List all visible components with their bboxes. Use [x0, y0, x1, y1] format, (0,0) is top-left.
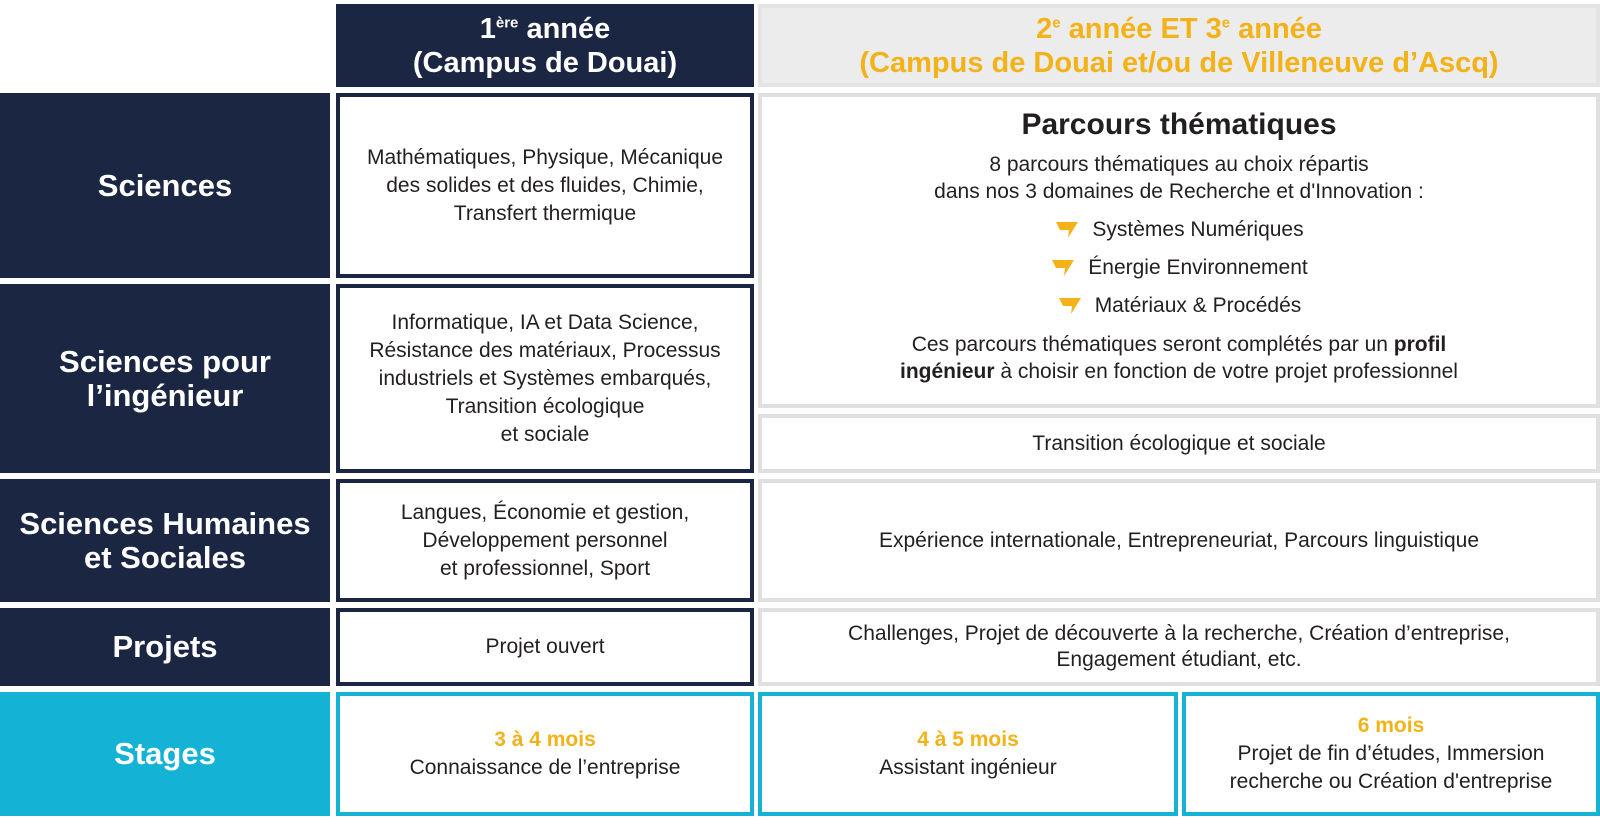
- parcours-intro-line: 8 parcours thématiques au choix répartis: [989, 153, 1369, 176]
- row-label-stages: [0, 692, 330, 816]
- header-year23-campus: (Campus de Douai et/ou de Villeneuve d’Ascq): [859, 46, 1499, 79]
- text-line: Mathématiques, Physique, Mécanique: [366, 145, 724, 169]
- lightning-bolt-icon: [1057, 296, 1083, 316]
- header-year1: [336, 4, 754, 87]
- row-label-text: Projets: [112, 629, 218, 664]
- cell-projets-year23: [758, 608, 1600, 686]
- stage-duration: 3 à 4 mois: [494, 728, 596, 751]
- header-year23-title: 2e année ET 3e année: [1036, 12, 1322, 45]
- text-line: et sociale: [500, 422, 590, 446]
- text-line: des solides et des fluides, Chimie,: [386, 173, 704, 197]
- parcours-title: Parcours thématiques: [1021, 108, 1337, 141]
- row-label-sciences: [0, 93, 330, 278]
- cell-spi-year23: [758, 414, 1600, 473]
- row-label-spi: [0, 284, 330, 473]
- row-label-text: Sciences: [97, 167, 233, 203]
- domain-item: [1050, 249, 1307, 287]
- stage-duration: 4 à 5 mois: [917, 728, 1019, 751]
- lightning-bolt-icon: [1054, 220, 1080, 240]
- stage-description: Projet de fin d’études, Immersion: [1237, 742, 1545, 765]
- text-line: Résistance des matériaux, Processus: [369, 338, 721, 362]
- cell-stages-year3: [1182, 692, 1600, 816]
- text-line: Langues, Économie et gestion,: [400, 500, 690, 524]
- stage-description: recherche ou Création d'entreprise: [1229, 770, 1553, 793]
- parcours-outro-line2: ingénieur à choisir en fonction de votre projet professionnel: [900, 360, 1458, 383]
- stage-duration: 6 mois: [1357, 714, 1425, 737]
- domain-item: [1057, 287, 1302, 325]
- row-label-projets: [0, 608, 330, 686]
- cell-stages-year2: [758, 692, 1178, 816]
- row-label-text: et Sociales: [84, 539, 246, 575]
- domain-label: Systèmes Numériques: [1092, 218, 1304, 241]
- stage-description: Connaissance de l’entreprise: [409, 756, 681, 779]
- cell-parcours-thematiques: [758, 93, 1600, 408]
- text-line: Expérience internationale, Entrepreneuriat, Parcours linguistique: [878, 528, 1480, 552]
- parcours-intro-line: dans nos 3 domaines de Recherche et d'Innovation :: [934, 180, 1424, 203]
- text-line: Informatique, IA et Data Science,: [391, 310, 699, 334]
- cell-spi-year1: [336, 284, 754, 473]
- header-year1-campus: (Campus de Douai): [412, 46, 678, 79]
- text-line: Challenges, Projet de découverte à la recherche, Création d’entreprise,: [848, 622, 1510, 645]
- text-line: Transition écologique et sociale: [1032, 431, 1326, 455]
- row-label-text: Sciences pour: [59, 343, 271, 379]
- stage-description: Assistant ingénieur: [879, 756, 1057, 779]
- row-label-text: Stages: [114, 736, 216, 771]
- row-label-text: Sciences Humaines: [19, 505, 311, 541]
- text-line: et professionnel, Sport: [439, 556, 651, 580]
- row-label-text: l’ingénieur: [86, 377, 244, 413]
- row-label-shs: [0, 479, 330, 602]
- domain-item: [1054, 211, 1303, 249]
- text-line: Engagement étudiant, etc.: [1056, 648, 1302, 671]
- text-line: Développement personnel: [422, 528, 668, 552]
- cell-stages-year1: [336, 692, 754, 816]
- cell-shs-year1: [336, 479, 754, 602]
- cell-sciences-year1: [336, 93, 754, 278]
- domain-label: Matériaux & Procédés: [1094, 294, 1302, 317]
- parcours-outro-line1: Ces parcours thématiques seront complétés par un profil: [911, 333, 1447, 356]
- text-line: Transfert thermique: [453, 201, 637, 225]
- header-year23: [758, 4, 1600, 87]
- text-line: Transition écologique: [445, 394, 645, 418]
- cell-shs-year23: [758, 479, 1600, 602]
- text-line: industriels et Systèmes embarqués,: [378, 366, 712, 390]
- cell-projets-year1: [336, 608, 754, 686]
- text-line: Projet ouvert: [485, 635, 605, 658]
- header-year1-title: 1ère année: [479, 12, 611, 45]
- domain-label: Énergie Environnement: [1088, 256, 1308, 279]
- lightning-bolt-icon: [1050, 258, 1076, 278]
